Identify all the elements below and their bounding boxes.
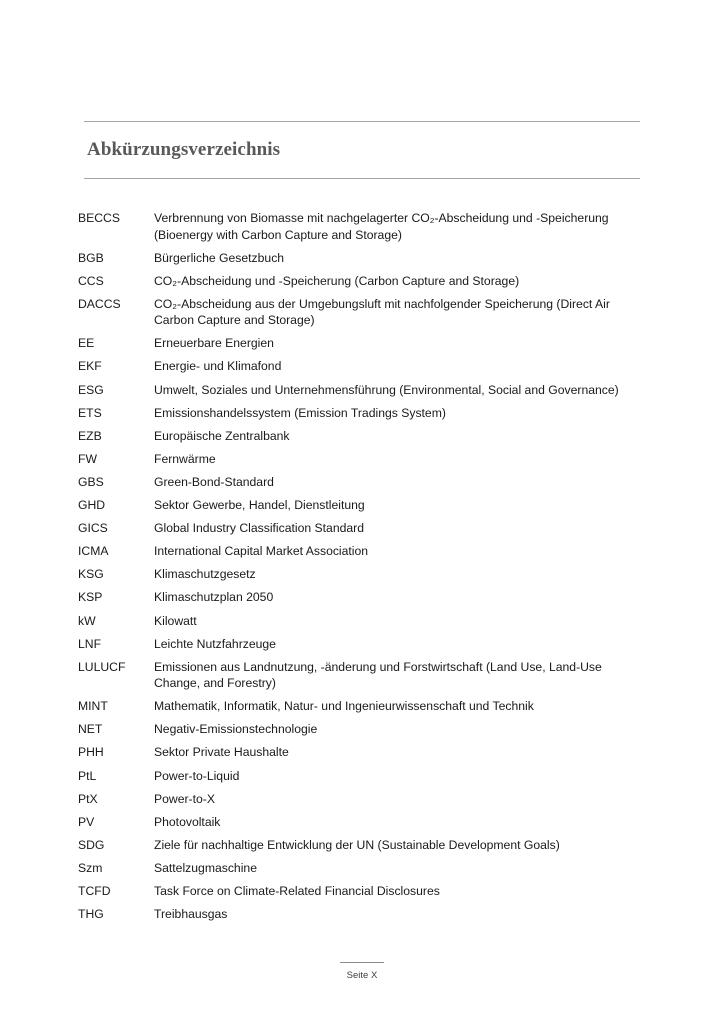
definition: Green-Bond-Standard xyxy=(154,474,274,489)
abbreviation: PV xyxy=(78,814,95,829)
definition: CO₂-Abscheidung aus der Umgebungsluft mit nachfolgender Speicherung (Direct Air Carbon Capture and Storage) xyxy=(154,296,610,328)
abbreviation: PtL xyxy=(78,768,97,783)
abbreviation: LULUCF xyxy=(78,659,126,674)
list-item xyxy=(78,906,648,923)
definition: Verbrennung von Biomasse mit nachgelagerter CO₂-Abscheidung und -Speicherung (Bioenergy with Carbon Capture and Storage) xyxy=(154,211,609,242)
abbreviation: FW xyxy=(78,451,97,466)
page-title: Abkürzungsverzeichnis xyxy=(87,139,281,160)
definition: Sattelzugmaschine xyxy=(154,860,257,875)
abbreviation: ESG xyxy=(78,382,104,397)
abbreviation: CCS xyxy=(78,273,104,288)
list-item xyxy=(78,250,648,267)
page-number: Seite X xyxy=(346,970,378,981)
abbreviation: kW xyxy=(78,613,96,628)
definition: Global Industry Classification Standard xyxy=(154,521,365,536)
list-item xyxy=(78,405,648,422)
list-item xyxy=(78,335,648,352)
list-item xyxy=(78,543,648,560)
abbreviation: GHD xyxy=(78,498,106,513)
abbreviation: LNF xyxy=(78,636,102,651)
definition: Power-to-Liquid xyxy=(154,768,240,783)
abbreviation: THG xyxy=(78,907,104,922)
abbreviation: TCFD xyxy=(78,884,111,899)
abbreviation: PtX xyxy=(78,791,98,806)
list-item xyxy=(78,659,648,692)
abbreviation: Szm xyxy=(78,860,103,875)
definition: Klimaschutzgesetz xyxy=(154,567,256,582)
abbreviation: BECCS xyxy=(78,211,120,225)
definition: Ziele für nachhaltige Entwicklung der UN (Sustainable Development Goals) xyxy=(154,837,560,852)
heading-bottom-rule xyxy=(84,178,640,179)
definition: Mathematik, Informatik, Natur- und Ingenieurwissenschaft und Technik xyxy=(154,699,534,714)
list-item xyxy=(78,520,648,537)
definition: Photovoltaik xyxy=(154,814,221,829)
list-item xyxy=(78,613,648,630)
abbreviation: KSP xyxy=(78,590,103,605)
list-item xyxy=(78,296,648,329)
definition: Umwelt, Soziales und Unternehmensführung (Environmental, Social and Governance) xyxy=(154,382,619,397)
list-item xyxy=(78,636,648,653)
definition: Energie- und Klimafond xyxy=(154,359,282,374)
list-item xyxy=(78,451,648,468)
abbreviation-list xyxy=(78,210,648,929)
definition: Erneuerbare Energien xyxy=(154,336,274,351)
definition: Treibhausgas xyxy=(154,907,228,922)
list-item xyxy=(78,860,648,877)
definition: Klimaschutzplan 2050 xyxy=(154,590,274,605)
abbreviation: ETS xyxy=(78,405,102,420)
list-item xyxy=(78,358,648,375)
abbreviation: GBS xyxy=(78,474,104,489)
list-item xyxy=(78,791,648,808)
list-item xyxy=(78,837,648,854)
definition: CO₂-Abscheidung und -Speicherung (Carbon Capture and Storage) xyxy=(154,273,520,288)
list-item xyxy=(78,768,648,785)
definition: Task Force on Climate-Related Financial Disclosures xyxy=(154,884,440,899)
definition: Bürgerliche Gesetzbuch xyxy=(154,250,285,265)
abbreviation: EE xyxy=(78,336,95,351)
list-item xyxy=(78,474,648,491)
abbreviation: BGB xyxy=(78,250,104,265)
definition: Negativ-Emissionstechnologie xyxy=(154,722,318,737)
definition: Power-to-X xyxy=(154,791,215,806)
definition: Emissionshandelssystem (Emission Tradings System) xyxy=(154,405,446,420)
list-item xyxy=(78,497,648,514)
definition: International Capital Market Association xyxy=(154,544,369,559)
abbreviation: NET xyxy=(78,722,103,737)
footer-rule xyxy=(340,962,384,963)
abbreviation: ICMA xyxy=(78,544,109,559)
list-item xyxy=(78,428,648,445)
list-item xyxy=(78,744,648,761)
list-item xyxy=(78,566,648,583)
abbreviation: GICS xyxy=(78,521,108,536)
list-item xyxy=(78,273,648,290)
definition: Europäische Zentralbank xyxy=(154,428,290,443)
list-item xyxy=(78,883,648,900)
abbreviation: EZB xyxy=(78,428,102,443)
abbreviation: PHH xyxy=(78,745,104,760)
abbreviation: SDG xyxy=(78,837,105,852)
definition: Leichte Nutzfahrzeuge xyxy=(154,636,276,651)
definition: Kilowatt xyxy=(154,613,197,628)
list-item xyxy=(78,210,648,243)
list-item xyxy=(78,589,648,606)
list-item xyxy=(78,698,648,715)
abbreviation: EKF xyxy=(78,359,102,374)
abbreviation: KSG xyxy=(78,567,104,582)
definition: Emissionen aus Landnutzung, -änderung und Forstwirtschaft (Land Use, Land-Use Change, and Forestry) xyxy=(154,659,602,691)
abbreviation: MINT xyxy=(78,699,108,714)
definition: Sektor Private Haushalte xyxy=(154,745,289,760)
list-item xyxy=(78,721,648,738)
abbreviation: DACCS xyxy=(78,296,121,311)
heading-top-rule xyxy=(84,121,640,122)
list-item xyxy=(78,382,648,399)
definition: Sektor Gewerbe, Handel, Dienstleitung xyxy=(154,498,365,513)
definition: Fernwärme xyxy=(154,451,216,466)
list-item xyxy=(78,814,648,831)
